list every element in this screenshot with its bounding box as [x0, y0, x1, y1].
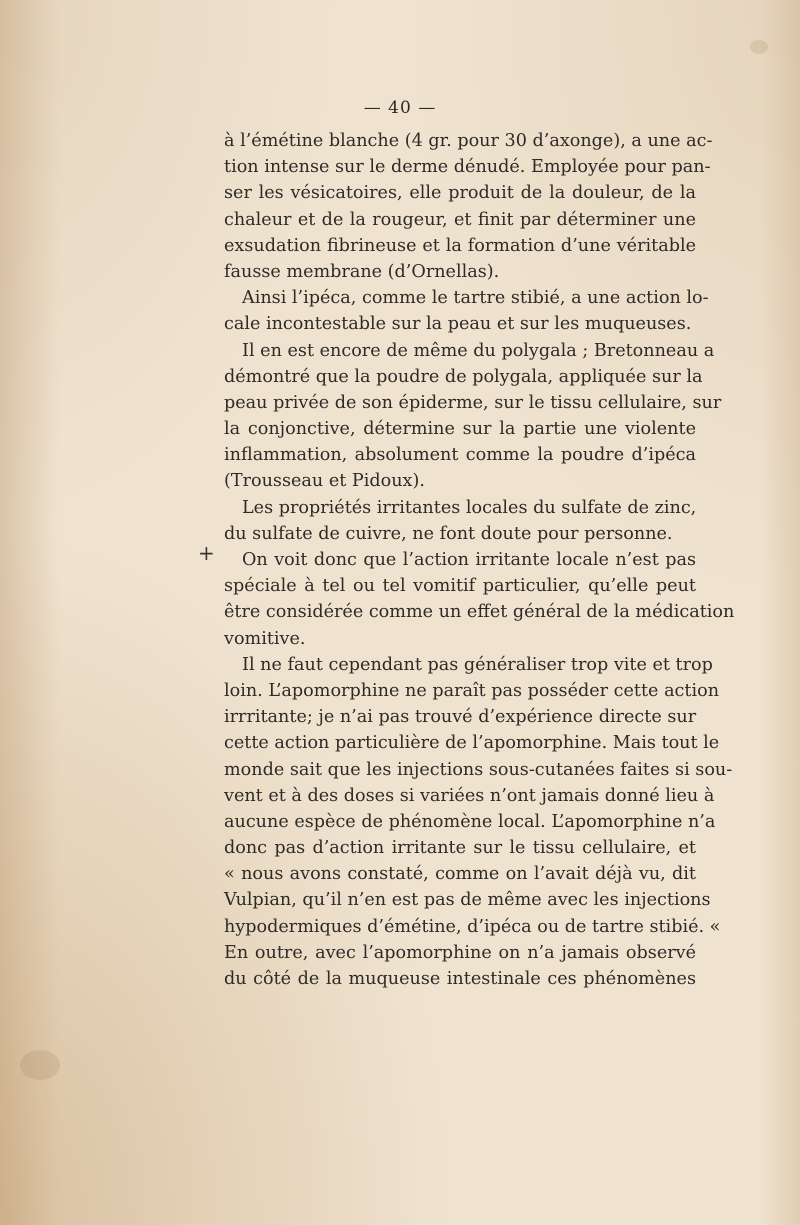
text-line: du côté de la muqueuse intestinale ces phénomènes: [224, 969, 696, 989]
text-line: hypodermiques d’émétine, d’ipéca ou de tartre stibié. «: [224, 916, 721, 937]
text-line: Il en est encore de même du polygala ; Bretonneau a: [242, 340, 715, 361]
text-line: donc pas d’action irritante sur le tissu cellulaire, et: [224, 838, 696, 859]
text-line: Ainsi l’ipéca, comme le tartre stibié, a une action lo-: [242, 288, 709, 309]
text-line: Il ne faut cependant pas généraliser trop vite et trop: [242, 654, 713, 675]
text-line: vomitive.: [224, 628, 306, 649]
text-line: Les propriétés irritantes locales du sulfate de zinc,: [242, 497, 697, 518]
text-line: à l’émétine blanche (4 gr. pour 30 d’axonge), a une ac-: [224, 131, 713, 151]
text-line: la conjonctive, détermine sur la partie une violente: [224, 419, 696, 440]
text-line: cette action particulière de l’apomorphine. Mais tout le: [224, 733, 720, 754]
text-line: Vulpian, qu’il n’en est pas de même avec les injections: [224, 890, 711, 911]
text-line: peau privée de son épiderme, sur le tissu cellulaire, sur: [224, 392, 722, 413]
text-line: tion intense sur le derme dénudé. Employée pour pan-: [224, 157, 711, 178]
paper-stain: [20, 1050, 60, 1080]
paper-stain: [750, 40, 768, 54]
text-line: irrritante; je n’ai pas trouvé d’expérience directe sur: [224, 707, 697, 728]
text-line: être considérée comme un effet général de la médication: [224, 602, 735, 623]
text-line: chaleur et de la rougeur, et finit par déterminer une: [224, 209, 696, 230]
text-line: (Trousseau et Pidoux).: [224, 471, 425, 492]
text-line: fausse membrane (d’Ornellas).: [224, 261, 500, 282]
margin-annotation: +: [198, 541, 215, 565]
page-number: — 40 —: [363, 98, 437, 118]
body-text: [224, 128, 735, 992]
text-line: aucune espèce de phénomène local. L’apomorphine n’a: [224, 811, 716, 832]
text-line: du sulfate de cuivre, ne font doute pour personne.: [224, 523, 673, 544]
text-line: loin. L’apomorphine ne paraît pas posséder cette action: [224, 680, 720, 701]
text-line: spéciale à tel ou tel vomitif particulier, qu’elle peut: [224, 576, 696, 597]
text-line: vent et à des doses si variées n’ont jamais donné lieu à: [224, 785, 715, 806]
text-line: On voit donc que l’action irritante locale n’est pas: [242, 550, 696, 570]
text-line: ser les vésicatoires, elle produit de la douleur, de la: [224, 183, 696, 204]
text-line: démontré que la poudre de polygala, appliquée sur la: [224, 366, 703, 387]
text-line: cale incontestable sur la peau et sur les muqueuses.: [224, 314, 692, 335]
text-line: exsudation fibrineuse et la formation d’une véritable: [224, 235, 696, 256]
text-line: « nous avons constaté, comme on l’avait déjà vu, dit: [224, 864, 696, 885]
text-line: En outre, avec l’apomorphine on n’a jamais observé: [224, 942, 696, 963]
text-line: inflammation, absolument comme la poudre d’ipéca: [224, 445, 696, 466]
text-line: monde sait que les injections sous-cutanées faites si sou-: [224, 759, 733, 780]
